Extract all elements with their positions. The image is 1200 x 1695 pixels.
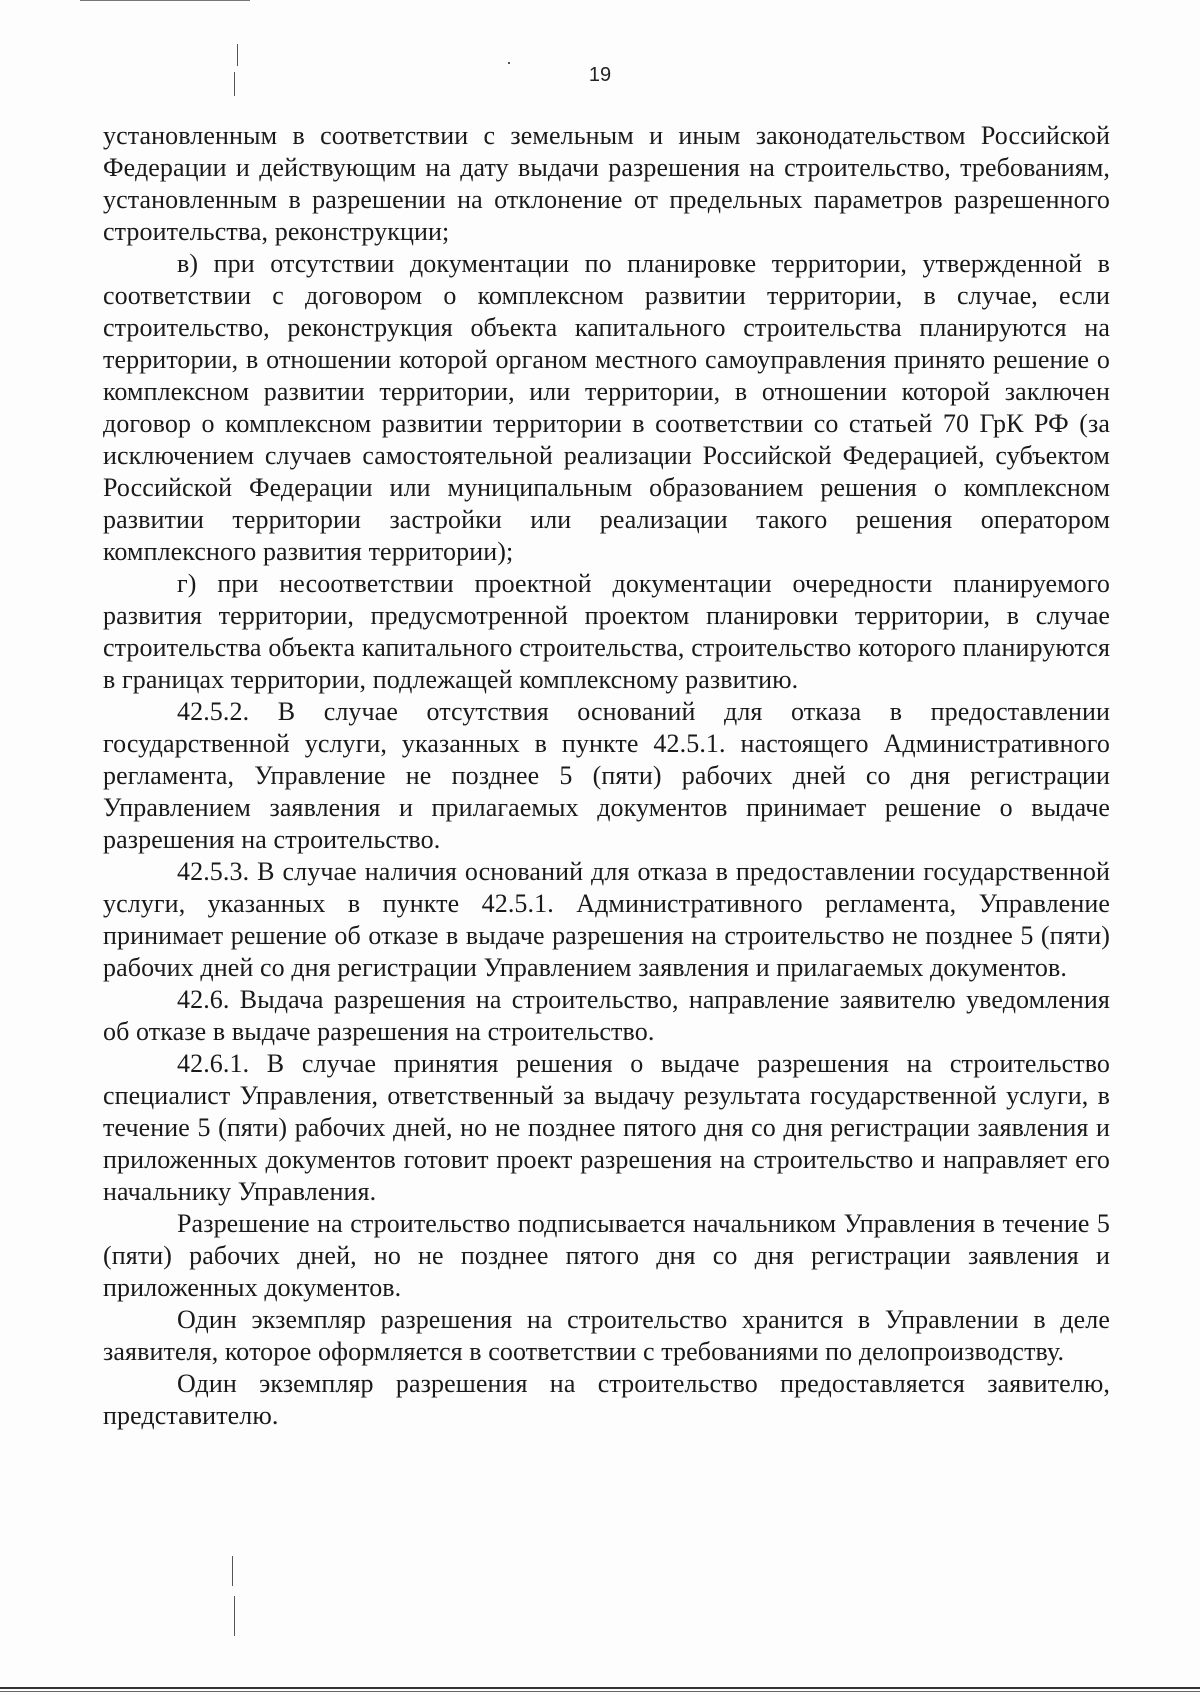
paragraph-signing: Разрешение на строительство подписывается начальником Управления в течение 5 (пяти) рабочих дней, но не позднее пятого дня со дня регистрации заявления и приложенных документов.: [103, 1209, 1110, 1302]
scan-artifact-mark: [237, 44, 238, 66]
paragraph-continuation: установленным в соответствии с земельным и иным законодательством Российской Федерации и действующим на дату выдачи разрешения на строительство, требованиям, установленным в разрешении на отклонение от предельных параметров разрешенного строительства, реконструкции;: [103, 121, 1110, 246]
scan-bottom-edge: [0, 1687, 1200, 1689]
paragraph-42-5-3: 42.5.3. В случае наличия оснований для отказа в предоставлении государственной услуги, указанных в пункте 42.5.1. Административного регламента, Управление принимает решение об отказе в выдаче разрешения на строительство не позднее 5 (пяти) рабочих дней со дня регистрации Управлением заявления и прилагаемых документов.: [103, 857, 1110, 982]
scan-bottom-edge-secondary: [0, 1691, 1200, 1692]
paragraph-42-6-1: 42.6.1. В случае принятия решения о выдаче разрешения на строительство специалист Управления, ответственный за выдачу результата государственной услуги, в течение 5 (пяти) рабочих дней, но не позднее пятого дня со дня регистрации заявления и приложенных документов готовит проект разрешения на строительство и направляет его начальнику Управления.: [103, 1049, 1110, 1206]
paragraph-item-g: г) при несоответствии проектной документации очередности планируемого развития территории, предусмотренной проектом планировки территории, в случае строительства объекта капитального строительства, строительство которого планируются в границах территории, подлежащей комплексному развитию.: [103, 569, 1110, 694]
paragraph-delivery: Один экземпляр разрешения на строительство предоставляется заявителю, представителю.: [103, 1369, 1110, 1430]
scan-artifact-mark: [234, 1596, 235, 1636]
paragraph-storage: Один экземпляр разрешения на строительство хранится в Управлении в деле заявителя, которое оформляется в соответствии с требованиями по делопроизводству.: [103, 1305, 1110, 1366]
page-number: 19: [588, 64, 612, 86]
paragraph-item-v: в) при отсутствии документации по планировке территории, утвержденной в соответствии с договором о комплексном развитии территории, в случае, если строительство, реконструкция объекта капитального строительства планируются на территории, в отношении которой органом местного самоуправления принято решение о комплексном развитии территории, или территории, в отношении которой заключен договор о комплексном развитии территории в соответствии со статьей 70 ГрК РФ (за исключением случаев самостоятельной реализации Российской Федерацией, субъектом Российской Федерации или муниципальным образованием решения о комплексном развитии территории застройки или реализации такого решения оператором комплексного развития территории);: [103, 249, 1110, 566]
paragraph-42-5-2: 42.5.2. В случае отсутствия оснований для отказа в предоставлении государственной услуги, указанных в пункте 42.5.1. настоящего Административного регламента, Управление не позднее 5 (пяти) рабочих дней со дня регистрации Управлением заявления и прилагаемых документов принимает решение о выдаче разрешения на строительство.: [103, 697, 1110, 854]
paragraph-42-6: 42.6. Выдача разрешения на строительство, направление заявителю уведомления об отказе в выдаче разрешения на строительство.: [103, 985, 1110, 1046]
scan-artifact-mark: [232, 1556, 233, 1586]
scan-edge-line: [80, 0, 250, 1]
document-body: [103, 120, 1110, 1432]
